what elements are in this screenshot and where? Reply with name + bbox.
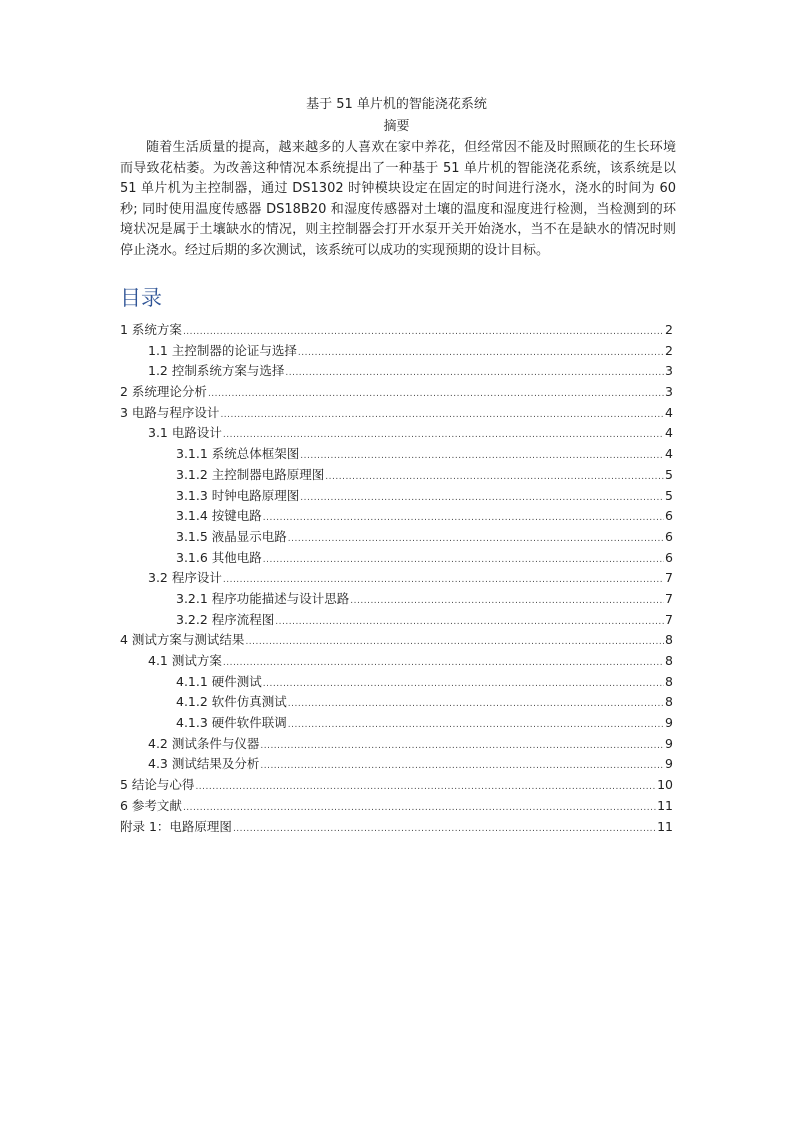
- toc-entry-title: 3.1.1 系统总体框架图: [176, 446, 300, 462]
- toc-entry[interactable]: [120, 506, 673, 527]
- toc-entry-title: 3.1.5 液晶显示电路: [176, 528, 287, 544]
- toc-entry[interactable]: [120, 568, 673, 589]
- toc-entry[interactable]: [120, 403, 673, 424]
- toc-entry[interactable]: [120, 651, 673, 672]
- toc-dot-leader: [195, 777, 656, 798]
- toc-entry-title: 5 结论与心得: [120, 777, 195, 793]
- toc-dot-leader: [263, 550, 664, 571]
- toc-entry[interactable]: [120, 734, 673, 755]
- toc-entry[interactable]: [120, 672, 673, 693]
- toc-entry-title: 1.2 控制系统方案与选择: [148, 363, 285, 379]
- toc-entry[interactable]: [120, 630, 673, 651]
- toc-entry-page: 9: [665, 756, 673, 772]
- toc-entry-title: 4.1.1 硬件测试: [176, 673, 262, 689]
- toc-entry-title: 3 电路与程序设计: [120, 404, 220, 420]
- toc-entry[interactable]: [120, 486, 673, 507]
- toc-dot-leader: [183, 798, 656, 819]
- toc-entry-page: 9: [665, 715, 673, 731]
- toc-entry-title: 4 测试方案与测试结果: [120, 632, 245, 648]
- toc-entry-page: 10: [657, 777, 673, 793]
- toc-entry-page: 7: [665, 590, 673, 606]
- toc-entry[interactable]: [120, 423, 673, 444]
- toc-entry-title: 2 系统理论分析: [120, 384, 207, 400]
- toc-entry-page: 6: [665, 549, 673, 565]
- toc-entry-title: 4.1.2 软件仿真测试: [176, 694, 287, 710]
- toc-entry[interactable]: [120, 361, 673, 382]
- toc-entry[interactable]: [120, 817, 673, 838]
- abstract-heading: 摘要: [383, 119, 410, 134]
- toc-dot-leader: [300, 446, 664, 467]
- toc-entry[interactable]: [120, 465, 673, 486]
- toc-dot-leader: [183, 322, 664, 343]
- toc-entry-title: 附录 1：电路原理图: [120, 818, 232, 834]
- toc-dot-leader: [263, 674, 664, 695]
- toc-dot-leader: [223, 425, 664, 446]
- toc-entry[interactable]: [120, 692, 673, 713]
- toc-entry-page: 8: [665, 632, 673, 648]
- toc-dot-leader: [288, 529, 664, 550]
- abstract-body: 随着生活质量的提高，越来越多的人喜欢在家中养花，但经常因不能及时照顾花的生长环境而导致花枯萎。为改善这种情况本系统提出了一种基于 51 单片机的智能浇花系统，该系统是以 51 单片机为主控制器，通过 DS1302 时钟模块设定在固定的时间进行浇水，浇水的时间为 60 秒; 同时使用温度传感器 DS18B20 和湿度传感器对土壤的温度和湿度进行检测，当检测到的环境状况是属于土壤缺水的情况，则主控制器会打开水泵开关开始浇水，当不在是缺水的情况时则停止浇水。经过后期的多次测试，该系统可以成功的实现预期的设计目标。: [120, 140, 676, 258]
- toc-entry-page: 7: [665, 611, 673, 627]
- toc-dot-leader: [208, 384, 664, 405]
- toc-entry-page: 5: [665, 466, 673, 482]
- toc-entry[interactable]: [120, 320, 673, 341]
- toc-dot-leader: [223, 570, 664, 591]
- toc-entry-page: 3: [665, 384, 673, 400]
- toc-dot-leader: [298, 343, 664, 364]
- toc-dot-leader: [223, 653, 664, 674]
- toc-entry[interactable]: [120, 382, 673, 403]
- toc-entry[interactable]: [120, 713, 673, 734]
- toc-dot-leader: [220, 405, 664, 426]
- toc-entry-title: 3.1.6 其他电路: [176, 549, 262, 565]
- toc-dot-leader: [245, 632, 664, 653]
- toc-entry-title: 4.1.3 硬件软件联调: [176, 715, 287, 731]
- toc-dot-leader: [260, 736, 664, 757]
- toc-dot-leader: [233, 819, 656, 840]
- toc-entry-page: 4: [665, 425, 673, 441]
- toc-dot-leader: [288, 694, 664, 715]
- toc-entry-page: 8: [665, 673, 673, 689]
- toc-entry-page: 8: [665, 653, 673, 668]
- toc-entry[interactable]: [120, 527, 673, 548]
- toc-entry-title: 3.1.2 主控制器电路原理图: [176, 466, 325, 482]
- toc-dot-leader: [325, 467, 664, 488]
- toc-entry-page: 8: [665, 694, 673, 710]
- toc-dot-leader: [350, 591, 664, 612]
- toc-entry-page: 5: [665, 487, 673, 503]
- toc-entry-page: 9: [665, 735, 673, 751]
- toc-dot-leader: [263, 508, 664, 529]
- toc-entry[interactable]: [120, 796, 673, 817]
- toc-entry-page: 4: [665, 446, 673, 462]
- toc-dot-leader: [285, 363, 664, 384]
- toc-entry-page: 2: [665, 342, 673, 358]
- toc-dot-leader: [300, 488, 664, 509]
- toc-entry[interactable]: [120, 610, 673, 631]
- toc-entry-title: 3.2.2 程序流程图: [176, 611, 275, 627]
- toc-entry[interactable]: [120, 775, 673, 796]
- toc-entry-title: 3.1 电路设计: [148, 425, 222, 441]
- toc-entry-title: 1.1 主控制器的论证与选择: [148, 342, 297, 358]
- toc-entry-title: 1 系统方案: [120, 322, 182, 337]
- toc-entry[interactable]: [120, 589, 673, 610]
- toc-entry-title: 6 参考文献: [120, 797, 182, 813]
- toc-dot-leader: [288, 715, 664, 736]
- toc-entry[interactable]: [120, 444, 673, 465]
- toc-entry[interactable]: [120, 341, 673, 362]
- toc-entry-page: 4: [665, 404, 673, 420]
- toc-entry-title: 4.3 测试结果及分析: [148, 756, 260, 772]
- toc-entry-title: 4.2 测试条件与仪器: [148, 735, 260, 751]
- toc-entry-page: 11: [657, 797, 673, 813]
- toc-entry[interactable]: [120, 548, 673, 569]
- toc-entry-title: 3.2.1 程序功能描述与设计思路: [176, 590, 350, 606]
- toc-heading: 目录: [120, 286, 162, 310]
- toc-dot-leader: [275, 612, 664, 633]
- toc-entry-page: 3: [665, 363, 673, 379]
- toc-entry-title: 3.2 程序设计: [148, 570, 222, 586]
- document-title: 基于 51 单片机的智能浇花系统: [306, 97, 487, 112]
- toc-entry[interactable]: [120, 754, 673, 775]
- toc-entry-page: 6: [665, 528, 673, 544]
- toc-entry-page: 6: [665, 508, 673, 524]
- toc-dot-leader: [260, 756, 664, 777]
- table-of-contents: [120, 320, 673, 837]
- toc-entry-title: 4.1 测试方案: [148, 653, 222, 668]
- toc-entry-title: 3.1.3 时钟电路原理图: [176, 487, 300, 503]
- toc-entry-page: 11: [657, 818, 673, 834]
- toc-entry-title: 3.1.4 按键电路: [176, 508, 262, 524]
- toc-entry-page: 7: [665, 570, 673, 586]
- toc-entry-page: 2: [665, 322, 673, 337]
